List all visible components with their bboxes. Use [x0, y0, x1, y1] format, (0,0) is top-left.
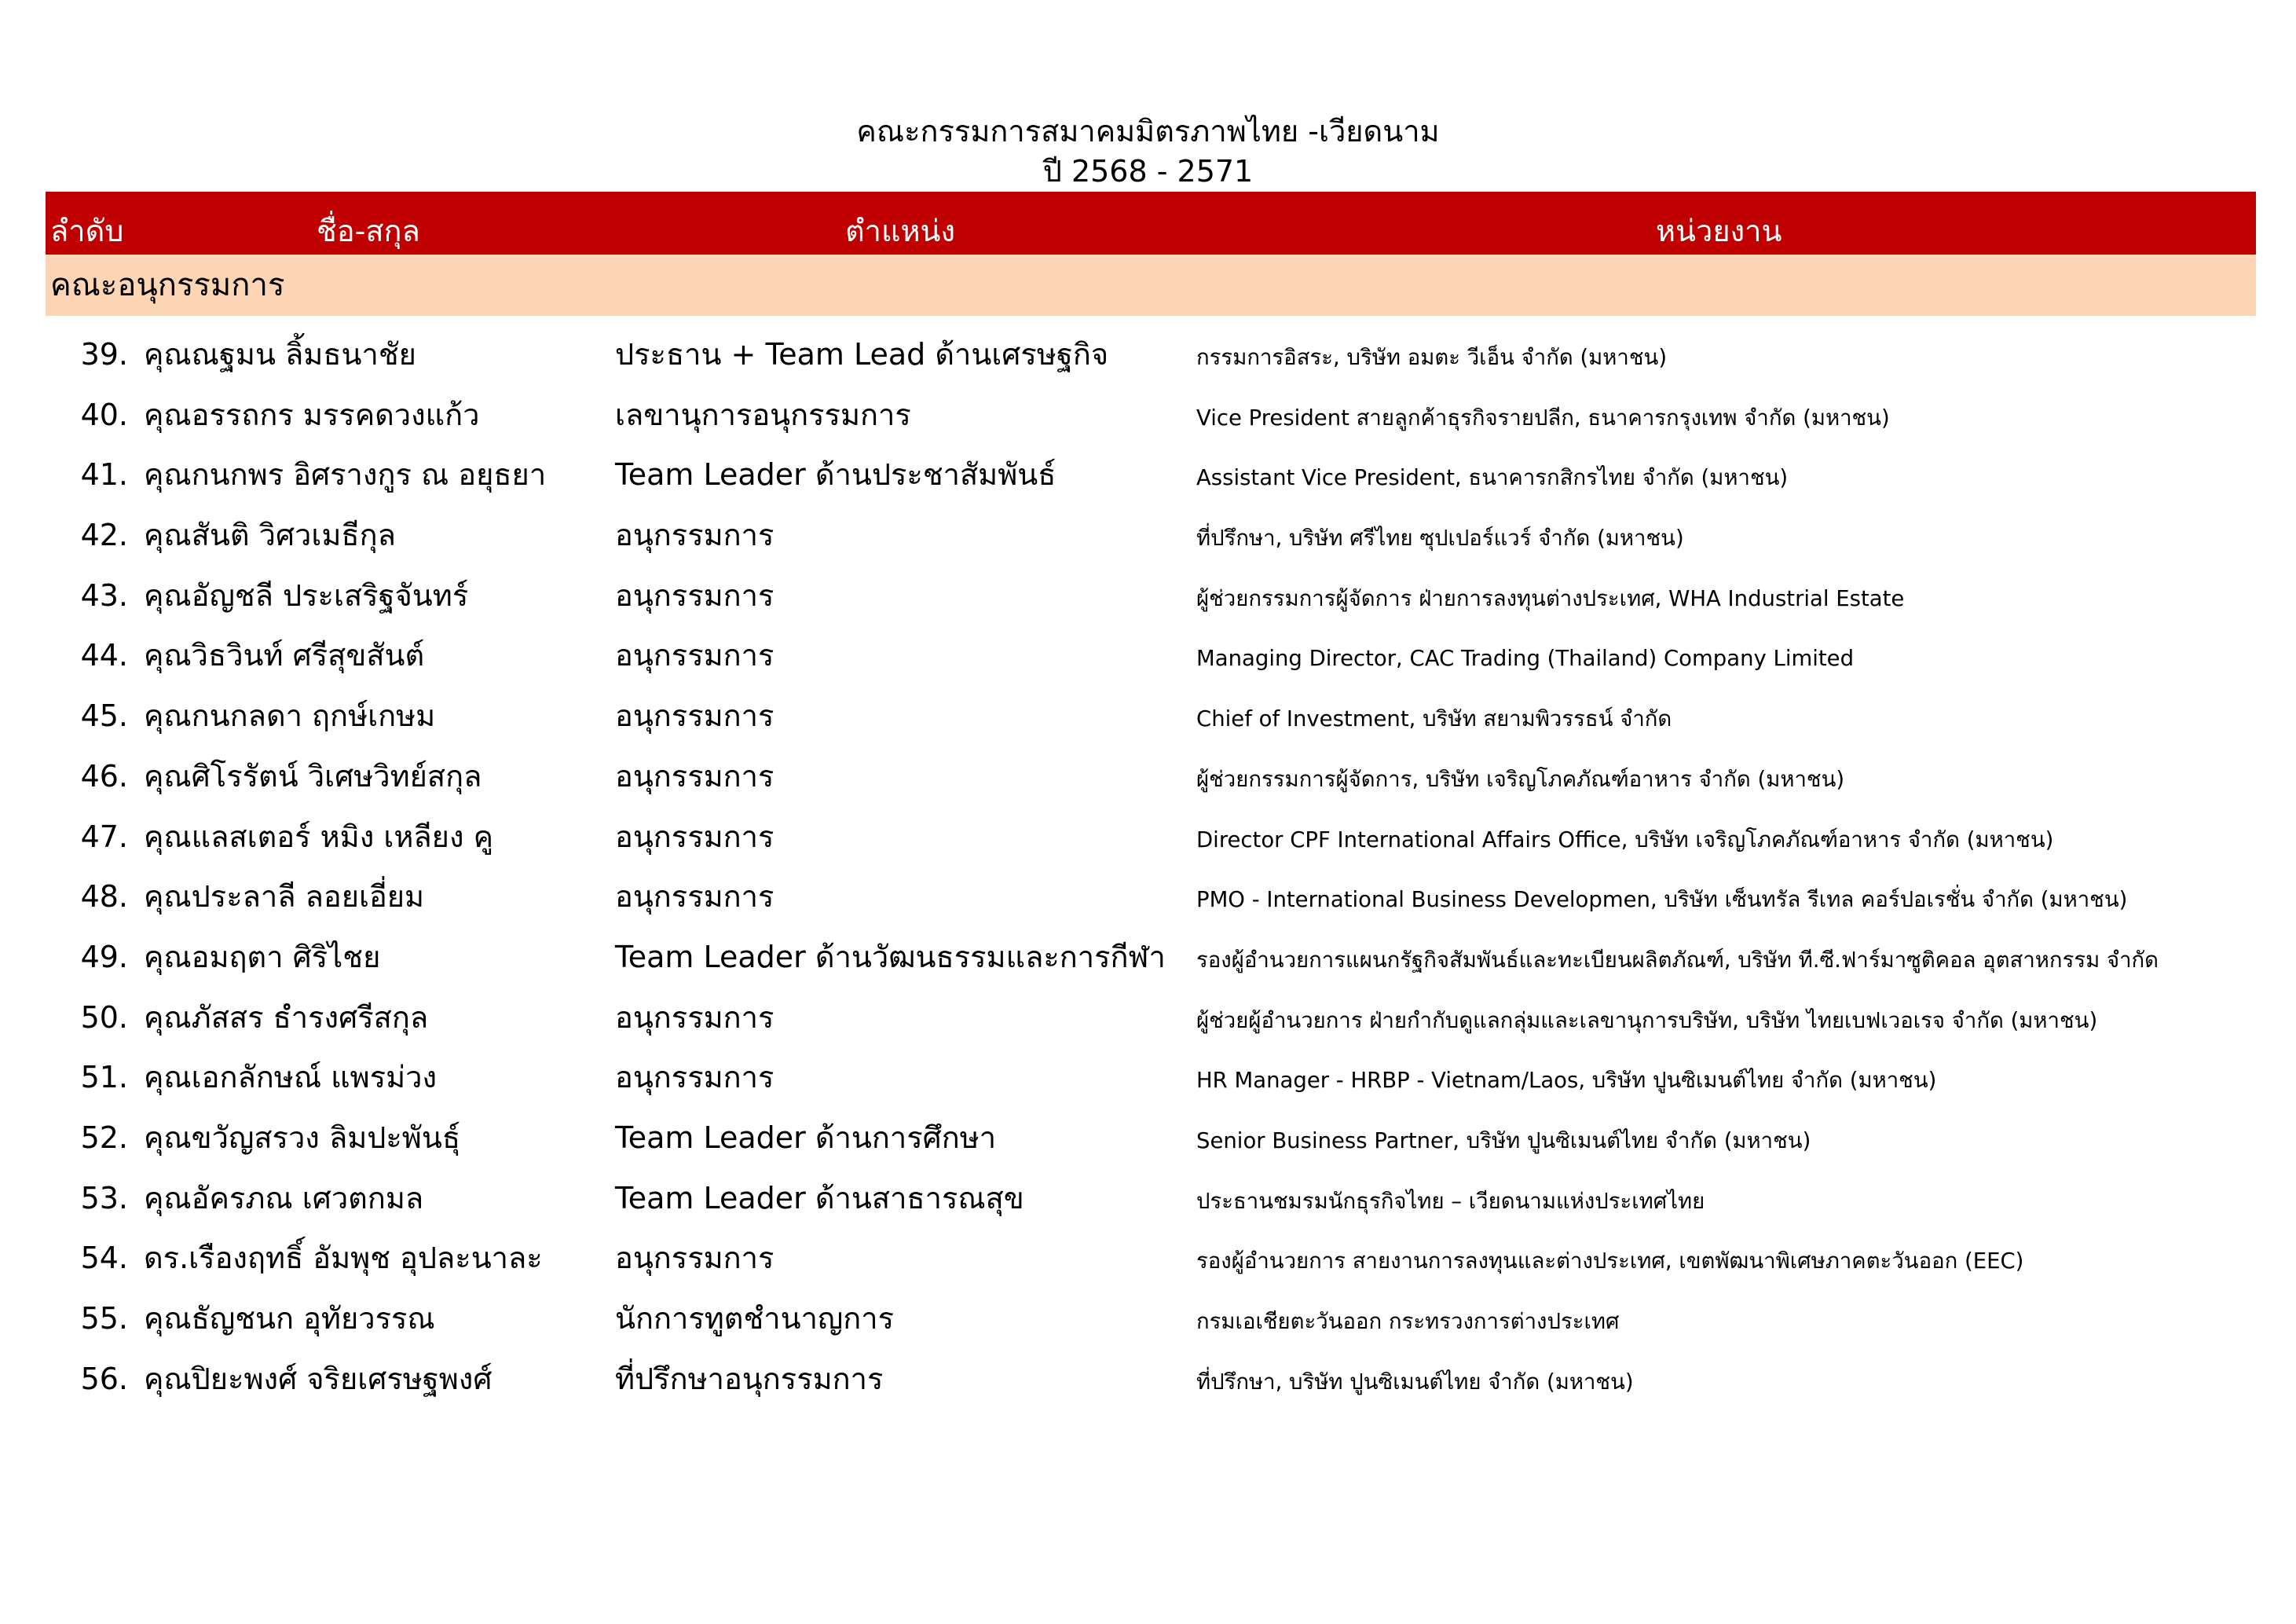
table-row: [0, 1292, 2296, 1353]
member-position: อนุกรรมการ: [615, 698, 774, 734]
header-organization: หน่วยงาน: [1656, 214, 1782, 248]
table-row: [0, 1353, 2296, 1413]
row-number: 47.: [80, 819, 128, 854]
member-organization: PMO - International Business Developmen, บริษัท เซ็นทรัล รีเทล คอร์ปอเรชั่น จำกัด (มหาชน): [1196, 887, 2128, 913]
table-row: [0, 750, 2296, 811]
member-name: คุณปิยะพงศ์ จริยเศรษฐพงศ์: [144, 1361, 493, 1396]
member-name: คุณแลสเตอร์ หมิง เหลียง คู: [144, 819, 493, 854]
row-number: 48.: [80, 879, 128, 915]
member-position: Team Leader ด้านวัฒนธรรมและการกีฬา: [615, 939, 1166, 974]
row-number: 41.: [80, 457, 128, 493]
table-row: [0, 931, 2296, 992]
header-position: ตำแหน่ง: [845, 214, 956, 248]
member-name: คุณวิธวินท์ ศรีสุขสันต์: [144, 638, 425, 673]
row-number: 56.: [80, 1361, 128, 1396]
table-row: [0, 1112, 2296, 1172]
member-name: คุณศิโรรัตน์ วิเศษวิทย์สกุล: [144, 758, 482, 794]
member-name: คุณขวัญสรวง ลิมปะพันธุ์: [144, 1120, 461, 1155]
member-position: อนุกรรมการ: [615, 577, 774, 613]
member-position: อนุกรรมการ: [615, 1241, 774, 1276]
row-number: 52.: [80, 1120, 128, 1155]
row-number: 49.: [80, 939, 128, 974]
row-number: 40.: [80, 397, 128, 432]
member-organization: Senior Business Partner, บริษัท ปูนซิเมนต์ไทย จำกัด (มหาชน): [1196, 1127, 1811, 1153]
member-name: คุณกนกพร อิศรางกูร ณ อยุธยา: [144, 457, 547, 493]
table-row: [0, 449, 2296, 509]
document-title: คณะกรรมการสมาคมมิตรภาพไทย -เวียดนาม: [856, 114, 1440, 148]
member-name: คุณสันติ วิศวเมธีกุล: [144, 518, 396, 553]
member-name: คุณประลาลี ลอยเอี่ยม: [144, 879, 425, 915]
member-position: Team Leader ด้านประชาสัมพันธ์: [615, 457, 1056, 493]
member-name: คุณอรรถกร มรรคดวงแก้ว: [144, 397, 480, 432]
member-position: อนุกรรมการ: [615, 638, 774, 673]
member-organization: Assistant Vice President, ธนาคารกสิกรไทย จำกัด (มหาชน): [1196, 465, 1789, 491]
member-organization: ที่ปรึกษา, บริษัท ศรีไทย ซุปเปอร์แวร์ จำกัด (มหาชน): [1196, 526, 1684, 552]
table-row: [0, 871, 2296, 931]
header-name: ชื่อ-สกุล: [317, 214, 420, 248]
table-row: [0, 1172, 2296, 1233]
table-row: [0, 570, 2296, 630]
member-position: เลขานุการอนุกรรมการ: [615, 397, 911, 432]
table-row: [0, 992, 2296, 1052]
row-number: 46.: [80, 758, 128, 794]
row-number: 39.: [80, 337, 128, 372]
member-list: [0, 328, 2296, 1413]
table-row: [0, 509, 2296, 570]
document-subtitle-year: ปี 2568 - 2571: [1042, 154, 1254, 189]
member-organization: Vice President สายลูกค้าธุรกิจรายปลีก, ธนาคารกรุงเทพ จำกัด (มหาชน): [1196, 405, 1890, 431]
member-position: ประธาน + Team Lead ด้านเศรษฐกิจ: [615, 337, 1109, 372]
row-number: 51.: [80, 1060, 128, 1095]
member-name: คุณธัญชนก อุทัยวรรณ: [144, 1301, 435, 1336]
section-header: [46, 255, 2256, 316]
member-name: คุณอัญชลี ประเสริฐจันทร์: [144, 577, 469, 613]
table-row: [0, 811, 2296, 871]
member-organization: ผู้ช่วยกรรมการผู้จัดการ, บริษัท เจริญโภคภัณฑ์อาหาร จำกัด (มหาชน): [1196, 766, 1845, 792]
member-name: คุณเอกลักษณ์ แพรม่วง: [144, 1060, 438, 1095]
member-position: อนุกรรมการ: [615, 518, 774, 553]
member-name: ดร.เรืองฤทธิ์ อัมพุช อุปละนาละ: [144, 1241, 543, 1276]
member-position: นักการทูตชำนาญการ: [615, 1301, 895, 1336]
member-organization: ผู้ช่วยผู้อำนวยการ ฝ่ายกำกับดูแลกลุ่มและเลขานุการบริษัท, บริษัท ไทยเบฟเวอเรจ จำกัด (มหาชน): [1196, 1007, 2098, 1033]
member-name: คุณกนกลดา ฤกษ์เกษม: [144, 698, 436, 734]
member-name: คุณภัสสร ธำรงศรีสกุล: [144, 999, 429, 1035]
row-number: 50.: [80, 999, 128, 1035]
member-organization: Director CPF International Affairs Office, บริษัท เจริญโภคภัณฑ์อาหาร จำกัด (มหาชน): [1196, 827, 2054, 852]
member-position: อนุกรรมการ: [615, 758, 774, 794]
row-number: 44.: [80, 638, 128, 673]
member-position: อนุกรรมการ: [615, 879, 774, 915]
table-row: [0, 328, 2296, 389]
member-position: อนุกรรมการ: [615, 1060, 774, 1095]
row-number: 55.: [80, 1301, 128, 1336]
header-no: ลำดับ: [50, 214, 124, 248]
row-number: 53.: [80, 1180, 128, 1215]
member-organization: ที่ปรึกษา, บริษัท ปูนซิเมนต์ไทย จำกัด (มหาชน): [1196, 1369, 1634, 1395]
member-position: Team Leader ด้านการศึกษา: [615, 1120, 997, 1155]
member-position: Team Leader ด้านสาธารณสุข: [615, 1180, 1024, 1215]
table-header: [46, 192, 2256, 255]
row-number: 54.: [80, 1241, 128, 1276]
member-organization: กรมเอเชียตะวันออก กระทรวงการต่างประเทศ: [1196, 1309, 1620, 1334]
row-number: 45.: [80, 698, 128, 734]
member-organization: รองผู้อำนวยการแผนกรัฐกิจสัมพันธ์และทะเบียนผลิตภัณฑ์, บริษัท ที.ซี.ฟาร์มาซูติคอล อุตสาหกรรม จำกัด: [1196, 947, 2159, 973]
member-name: คุณอัครภณ เศวตกมล: [144, 1180, 424, 1215]
table-row: [0, 1232, 2296, 1292]
member-name: คุณณฐมน ลิ้มธนาชัย: [144, 337, 416, 372]
table-row: [0, 629, 2296, 690]
table-row: [0, 690, 2296, 750]
row-number: 42.: [80, 518, 128, 553]
row-number: 43.: [80, 577, 128, 613]
member-organization: Chief of Investment, บริษัท สยามพิวรรธน์ จำกัด: [1196, 706, 1672, 732]
member-position: อนุกรรมการ: [615, 999, 774, 1035]
member-organization: HR Manager - HRBP - Vietnam/Laos, บริษัท ปูนซิเมนต์ไทย จำกัด (มหาชน): [1196, 1068, 1937, 1094]
member-organization: Managing Director, CAC Trading (Thailand) Company Limited: [1196, 646, 1855, 672]
member-position: อนุกรรมการ: [615, 819, 774, 854]
section-title: คณะอนุกรรมการ: [50, 267, 285, 303]
member-position: ที่ปรึกษาอนุกรรมการ: [615, 1361, 884, 1396]
member-organization: ประธานชมรมนักธุรกิจไทย – เวียดนามแห่งประเทศไทย: [1196, 1188, 1705, 1214]
table-row: [0, 1051, 2296, 1112]
table-row: [0, 389, 2296, 449]
member-name: คุณอมฤตา ศิริไชย: [144, 939, 381, 974]
member-organization: ผู้ช่วยกรรมการผู้จัดการ ฝ่ายการลงทุนต่างประเทศ, WHA Industrial Estate: [1196, 585, 1905, 611]
member-organization: รองผู้อำนวยการ สายงานการลงทุนและต่างประเทศ, เขตพัฒนาพิเศษภาคตะวันออก (EEC): [1196, 1248, 2024, 1274]
member-organization: กรรมการอิสระ, บริษัท อมตะ วีเอ็น จำกัด (มหาชน): [1196, 345, 1668, 370]
